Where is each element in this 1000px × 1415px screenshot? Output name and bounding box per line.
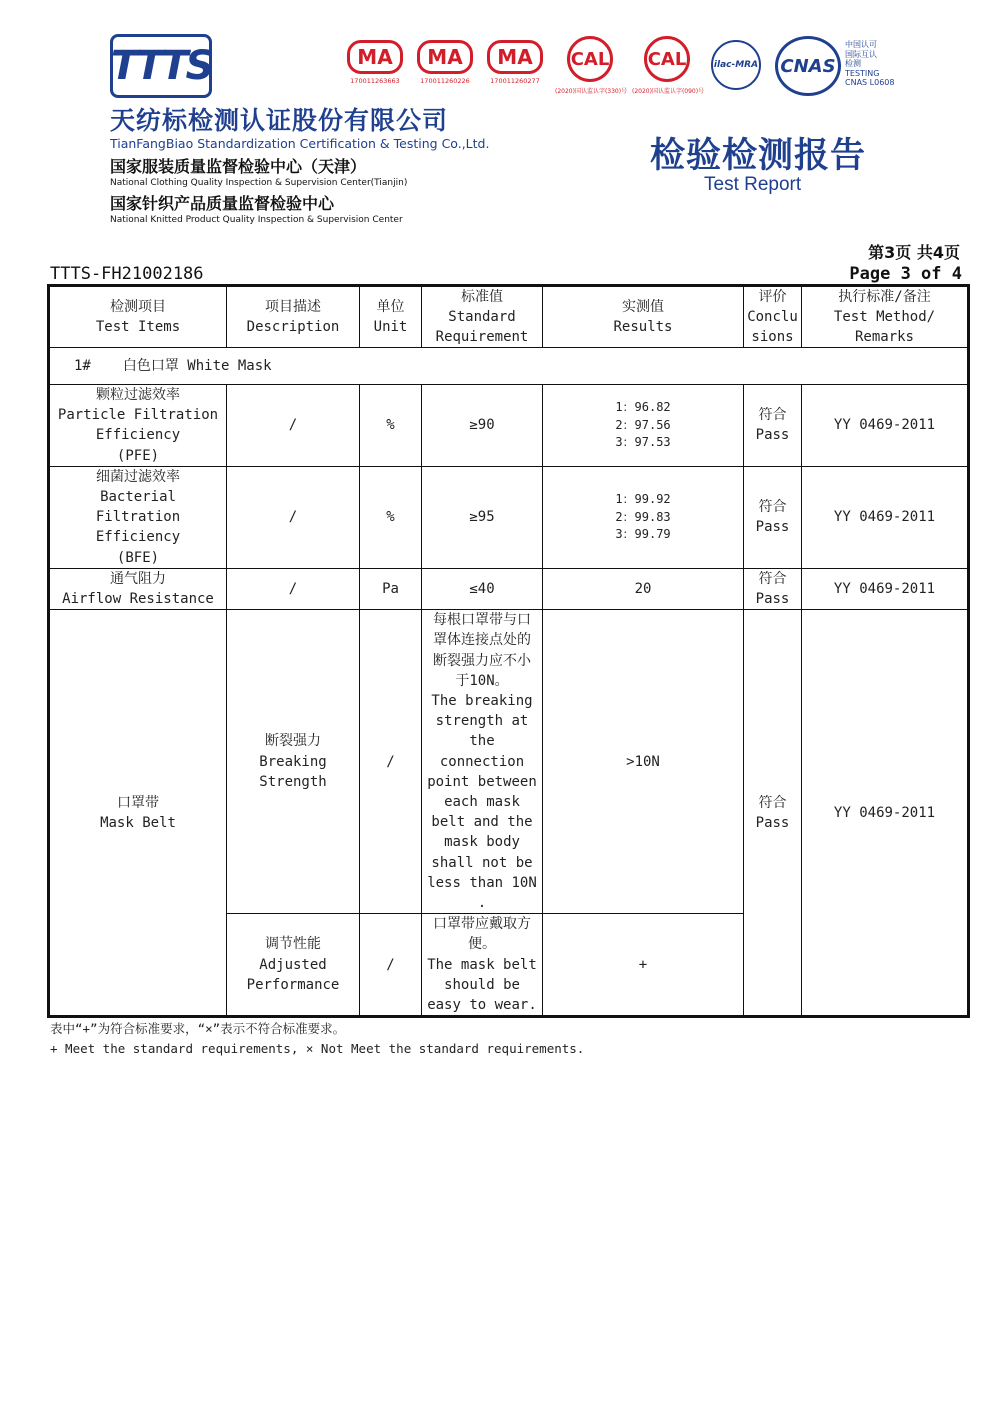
center1-name-en: National Clothing Quality Inspection & Supervision Center(Tianjin) bbox=[110, 178, 408, 188]
table-row-pfe bbox=[49, 385, 969, 467]
cal-mark-1: CAL (2020)国认监认字(330)号 bbox=[555, 36, 625, 96]
desc-adjusted-performance: 调节性能 Adjusted Performance bbox=[227, 914, 360, 1017]
report-title-en: Test Report bbox=[704, 174, 802, 195]
ttts-logo-text: TTTS bbox=[110, 43, 212, 89]
company-name-en: TianFangBiao Standardization Certification & Testing Co.,Ltd. bbox=[110, 136, 490, 151]
results-pfe: 1：96.82 2：97.56 3：97.53 bbox=[543, 385, 744, 467]
table-header-row bbox=[49, 286, 969, 348]
header-standard: 标准值 Standard Requirement bbox=[422, 286, 543, 348]
ma-number-3: 170011260277 bbox=[490, 77, 540, 85]
accreditation-marks bbox=[345, 36, 905, 100]
center1-name-cn: 国家服装质量监督检验中心（天津） bbox=[110, 157, 367, 176]
company-name-cn: 天纺标检测认证股份有限公司 bbox=[110, 106, 449, 135]
method-pfe: YY 0469-2011 bbox=[802, 385, 969, 467]
eval-mask-belt: 符合 Pass bbox=[744, 610, 802, 1017]
method-airflow: YY 0469-2011 bbox=[802, 568, 969, 609]
results-airflow: 20 bbox=[543, 568, 744, 609]
method-mask-belt: YY 0469-2011 bbox=[802, 610, 969, 1017]
std-bfe: ≥95 bbox=[422, 466, 543, 568]
unit-airflow: Pa bbox=[360, 568, 422, 609]
item-airflow: 通气阻力 Airflow Resistance bbox=[49, 568, 227, 609]
results-adjusted-performance: + bbox=[543, 914, 744, 1017]
unit-adjusted-performance: / bbox=[360, 914, 422, 1017]
ma-mark-1: MA 170011263663 bbox=[347, 40, 403, 86]
unit-breaking-strength: / bbox=[360, 610, 422, 914]
results-bfe: 1：99.92 2：99.83 3：99.79 bbox=[543, 466, 744, 568]
eval-airflow: 符合 Pass bbox=[744, 568, 802, 609]
page-number-en: Page 3 of 4 bbox=[849, 264, 962, 284]
report-number: TTTS-FH21002186 bbox=[50, 264, 204, 284]
cnas-logo: CNAS bbox=[775, 36, 841, 96]
header-conclusions: 评价 Conclu sions bbox=[744, 286, 802, 348]
page-number-cn: 第3页 共4页 bbox=[868, 243, 960, 262]
footnote-cn: 表中“+”为符合标准要求，“×”表示不符合标准要求。 bbox=[50, 1021, 346, 1036]
sample-group-label: 1# 白色口罩 White Mask bbox=[49, 348, 969, 385]
item-bfe: 细菌过滤效率 Bacterial Filtration Efficiency (BFE) bbox=[49, 466, 227, 568]
eval-pfe: 符合 Pass bbox=[744, 385, 802, 467]
desc-pfe: / bbox=[227, 385, 360, 467]
ma-mark-3: MA 170011260277 bbox=[487, 40, 543, 86]
ma-number-1: 170011263663 bbox=[350, 77, 400, 85]
std-pfe: ≥90 bbox=[422, 385, 543, 467]
desc-airflow: / bbox=[227, 568, 360, 609]
item-pfe: 颗粒过滤效率 Particle Filtration Efficiency (PFE) bbox=[49, 385, 227, 467]
center2-name-cn: 国家针织产品质量监督检验中心 bbox=[110, 194, 335, 213]
cal-mark-2: CAL (2020)国认监认字(090)号 bbox=[632, 36, 702, 96]
desc-bfe: / bbox=[227, 466, 360, 568]
ttts-logo bbox=[110, 34, 212, 98]
report-title-cn: 检验检测报告 bbox=[650, 135, 867, 176]
eval-bfe: 符合 Pass bbox=[744, 466, 802, 568]
table-row-airflow bbox=[49, 568, 969, 609]
cnas-text: 中国认可 国际互认 检测 TESTING CNAS L0608 bbox=[845, 40, 895, 87]
unit-pfe: % bbox=[360, 385, 422, 467]
cal-number-2: (2020)国认监认字(090)号 bbox=[632, 88, 705, 95]
desc-breaking-strength: 断裂强力 Breaking Strength bbox=[227, 610, 360, 914]
header-unit: 单位 Unit bbox=[360, 286, 422, 348]
method-bfe: YY 0469-2011 bbox=[802, 466, 969, 568]
std-adjusted-performance: 口罩带应戴取方 便。 The mask belt should be easy to wear. bbox=[422, 914, 543, 1017]
ma-mark-2: MA 170011260226 bbox=[417, 40, 473, 86]
company-block bbox=[110, 106, 530, 226]
sample-group-row bbox=[49, 348, 969, 385]
table-row-breaking-strength bbox=[49, 610, 969, 914]
table-row-bfe bbox=[49, 466, 969, 568]
ilac-mra-logo: ilac-MRA bbox=[711, 40, 761, 90]
header-test-method: 执行标准/备注 Test Method/ Remarks bbox=[802, 286, 969, 348]
cal-number-1: (2020)国认监认字(330)号 bbox=[555, 88, 628, 95]
ma-number-2: 170011260226 bbox=[420, 77, 470, 85]
test-results-table bbox=[47, 284, 970, 1018]
header-description: 项目描述 Description bbox=[227, 286, 360, 348]
footnotes bbox=[50, 1019, 584, 1059]
results-breaking-strength: >10N bbox=[543, 610, 744, 914]
unit-bfe: % bbox=[360, 466, 422, 568]
item-mask-belt: 口罩带 Mask Belt bbox=[49, 610, 227, 1017]
header-test-items: 检测项目 Test Items bbox=[49, 286, 227, 348]
std-airflow: ≤40 bbox=[422, 568, 543, 609]
center2-name-en: National Knitted Product Quality Inspection & Supervision Center bbox=[110, 215, 403, 225]
std-breaking-strength: 每根口罩带与口 罩体连接点处的 断裂强力应不小 于10N。 The breaking strength at the connection point between each mask belt and the mask body shall not be less than 10N . bbox=[422, 610, 543, 914]
footnote-en: + Meet the standard requirements, × Not Meet the standard requirements. bbox=[50, 1041, 585, 1056]
header-results: 实测值 Results bbox=[543, 286, 744, 348]
